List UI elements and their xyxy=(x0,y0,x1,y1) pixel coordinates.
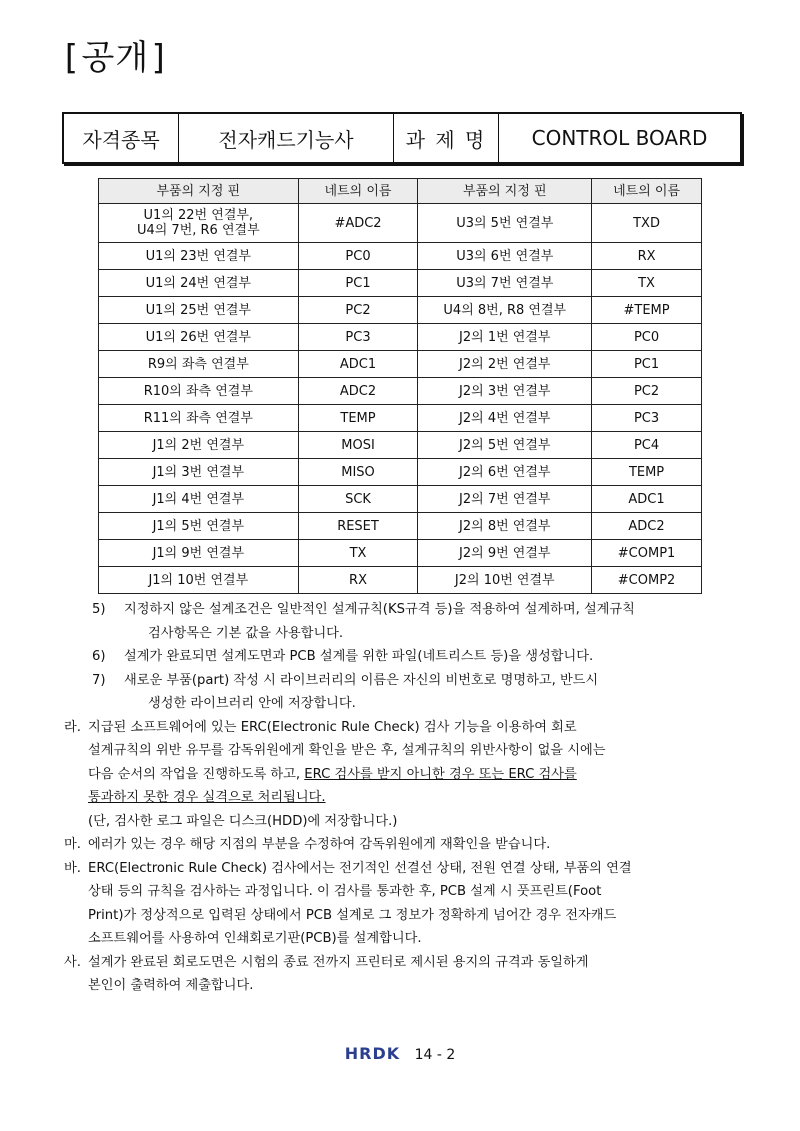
table-row xyxy=(99,297,702,324)
text-span: 다음 순서의 작업을 진행하도록 하고, xyxy=(88,766,305,782)
table-cell: U3의 7번 연결부 xyxy=(418,270,592,297)
item-7 xyxy=(84,669,774,716)
table-cell: PC0 xyxy=(298,243,418,270)
table-cell: U1의 22번 연결부, U4의 7번, R6 연결부 xyxy=(99,204,299,243)
section-ma xyxy=(64,833,774,857)
table-cell: J2의 8번 연결부 xyxy=(418,513,592,540)
section-text: 에러가 있는 경우 해당 지점의 부분을 수정하여 감독위원에게 재확인을 받습니다. xyxy=(88,837,551,852)
table-cell: MOSI xyxy=(298,432,418,459)
item-marker: 6) xyxy=(92,649,106,664)
pin-net-table xyxy=(98,178,702,594)
task-label: 과 제 명 xyxy=(394,114,499,162)
task-value: CONTROL BOARD xyxy=(531,126,708,150)
instructions xyxy=(64,598,774,998)
table-cell: RESET xyxy=(298,513,418,540)
table-row xyxy=(99,204,702,243)
table-cell: PC0 xyxy=(592,324,702,351)
section-text: (단, 검사한 로그 파일은 디스크(HDD)에 저장합니다.) xyxy=(88,813,398,829)
table-cell: J2의 3번 연결부 xyxy=(418,378,592,405)
table-row xyxy=(99,540,702,567)
table-cell: PC1 xyxy=(298,270,418,297)
page-footer xyxy=(0,1044,800,1063)
disclosure-label: [공개] xyxy=(60,38,171,78)
table-cell: J2의 10번 연결부 xyxy=(418,567,592,594)
table-cell: PC3 xyxy=(298,324,418,351)
table-row xyxy=(99,432,702,459)
table-cell: ADC1 xyxy=(592,486,702,513)
item-6 xyxy=(84,645,774,669)
item-text: 검사항목은 기본 값을 사용합니다. xyxy=(148,625,344,641)
table-row xyxy=(99,243,702,270)
table-cell: RX xyxy=(298,567,418,594)
table-cell: J1의 3번 연결부 xyxy=(99,459,299,486)
table-cell: TX xyxy=(592,270,702,297)
section-ra xyxy=(64,716,774,834)
table-cell: MISO xyxy=(298,459,418,486)
table-cell: U1의 24번 연결부 xyxy=(99,270,299,297)
section-text: 소프트웨어를 사용하여 인쇄회로기판(PCB)를 설계합니다. xyxy=(88,931,422,946)
item-marker: 5) xyxy=(92,602,106,617)
table-cell: TXD xyxy=(592,204,702,243)
table-cell: U3의 6번 연결부 xyxy=(418,243,592,270)
page-number: 14 - 2 xyxy=(414,1047,456,1063)
table-cell: RX xyxy=(592,243,702,270)
section-text: 설계가 완료된 회로도면은 시험의 종료 전까지 프린터로 제시된 용지의 규격과 동일하게 xyxy=(88,954,589,970)
table-cell: J2의 2번 연결부 xyxy=(418,351,592,378)
table-cell: J1의 5번 연결부 xyxy=(99,513,299,540)
section-text: 본인이 출력하여 제출합니다. xyxy=(88,978,254,993)
table-cell: J1의 4번 연결부 xyxy=(99,486,299,513)
table-row xyxy=(99,513,702,540)
table-cell: PC2 xyxy=(592,378,702,405)
table-cell: ADC1 xyxy=(298,351,418,378)
table-cell: R9의 좌측 연결부 xyxy=(99,351,299,378)
table-row xyxy=(99,567,702,594)
table-cell: PC3 xyxy=(592,405,702,432)
table-row xyxy=(99,378,702,405)
item-text: 지정하지 않은 설계조건은 일반적인 설계규칙(KS규격 등)을 적용하여 설계하며, 설계규칙 xyxy=(124,602,635,617)
qualification-value: 전자캐드기능사 xyxy=(179,114,394,162)
section-ba xyxy=(64,857,774,951)
table-cell: J1의 10번 연결부 xyxy=(99,567,299,594)
section-marker: 바. xyxy=(64,860,81,876)
table-cell: J2의 7번 연결부 xyxy=(418,486,592,513)
column-header: 부품의 지정 핀 xyxy=(418,179,592,204)
table-row xyxy=(99,459,702,486)
section-text: Print)가 정상적으로 입력된 상태에서 PCB 설계로 그 정보가 정확하게 넘어간 경우 전자캐드 xyxy=(88,907,617,923)
table-cell: TEMP xyxy=(592,459,702,486)
table-cell: TX xyxy=(298,540,418,567)
table-cell: #COMP2 xyxy=(592,567,702,594)
item-marker: 7) xyxy=(92,672,106,688)
section-marker: 마. xyxy=(64,837,81,852)
table-cell: R11의 좌측 연결부 xyxy=(99,405,299,432)
table-cell: PC1 xyxy=(592,351,702,378)
section-text: 상태 등의 규칙을 검사하는 과정입니다. 이 검사를 통과한 후, PCB 설계 시 풋프린트(Foot xyxy=(88,884,602,899)
table-cell: J2의 9번 연결부 xyxy=(418,540,592,567)
table-cell: ADC2 xyxy=(298,378,418,405)
table-row xyxy=(99,405,702,432)
section-text: ERC(Electronic Rule Check) 검사에서는 전기적인 선결선 상태, 전원 연결 상태, 부품의 연결 xyxy=(88,860,632,876)
column-header: 네트의 이름 xyxy=(592,179,702,204)
exam-header-table xyxy=(62,112,742,164)
section-text xyxy=(64,763,774,787)
qualification-label: 자격종목 xyxy=(64,114,179,162)
table-cell: ADC2 xyxy=(592,513,702,540)
table-row xyxy=(99,486,702,513)
table-cell: U1의 23번 연결부 xyxy=(99,243,299,270)
table-cell: R10의 좌측 연결부 xyxy=(99,378,299,405)
section-marker: 라. xyxy=(64,719,81,735)
table-cell: J2의 1번 연결부 xyxy=(418,324,592,351)
section-sa xyxy=(64,951,774,998)
table-row xyxy=(99,270,702,297)
table-cell: J2의 4번 연결부 xyxy=(418,405,592,432)
table-header-row xyxy=(99,179,702,204)
table-cell: SCK xyxy=(298,486,418,513)
warning-text: 통과하지 못한 경우 실격으로 처리됩니다. xyxy=(88,790,326,805)
table-cell: TEMP xyxy=(298,405,418,432)
table-cell: J2의 5번 연결부 xyxy=(418,432,592,459)
table-cell: U1의 26번 연결부 xyxy=(99,324,299,351)
warning-text: ERC 검사를 받지 아니한 경우 또는 ERC 검사를 xyxy=(304,766,577,782)
section-text: 설계규칙의 위반 유무를 감독위원에게 확인을 받은 후, 설계규칙의 위반사항이 없을 시에는 xyxy=(88,743,606,758)
table-cell: #ADC2 xyxy=(298,204,418,243)
item-5 xyxy=(84,598,774,645)
table-cell: #COMP1 xyxy=(592,540,702,567)
table-cell: J2의 6번 연결부 xyxy=(418,459,592,486)
item-text: 설계가 완료되면 설계도면과 PCB 설계를 위한 파일(네트리스트 등)을 생성합니다. xyxy=(124,649,594,664)
table-cell: U1의 25번 연결부 xyxy=(99,297,299,324)
item-text: 새로운 부품(part) 작성 시 라이브러리의 이름은 자신의 비번호로 명명하고, 반드시 xyxy=(124,672,599,688)
table-cell: J1의 2번 연결부 xyxy=(99,432,299,459)
table-cell: PC2 xyxy=(298,297,418,324)
column-header: 네트의 이름 xyxy=(298,179,418,204)
table-row xyxy=(99,324,702,351)
hrdk-logo: HRDK xyxy=(344,1044,401,1063)
table-cell: #TEMP xyxy=(592,297,702,324)
item-text: 생성한 라이브러리 안에 저장합니다. xyxy=(148,696,356,711)
table-cell: U4의 8번, R8 연결부 xyxy=(418,297,592,324)
table-cell: J1의 9번 연결부 xyxy=(99,540,299,567)
table-row xyxy=(99,351,702,378)
table-cell: U3의 5번 연결부 xyxy=(418,204,592,243)
section-text: 지급된 소프트웨어에 있는 ERC(Electronic Rule Check) 검사 기능을 이용하여 회로 xyxy=(88,719,577,735)
section-marker: 사. xyxy=(64,954,81,970)
section-text xyxy=(64,786,774,810)
column-header: 부품의 지정 핀 xyxy=(99,179,299,204)
table-cell: PC4 xyxy=(592,432,702,459)
